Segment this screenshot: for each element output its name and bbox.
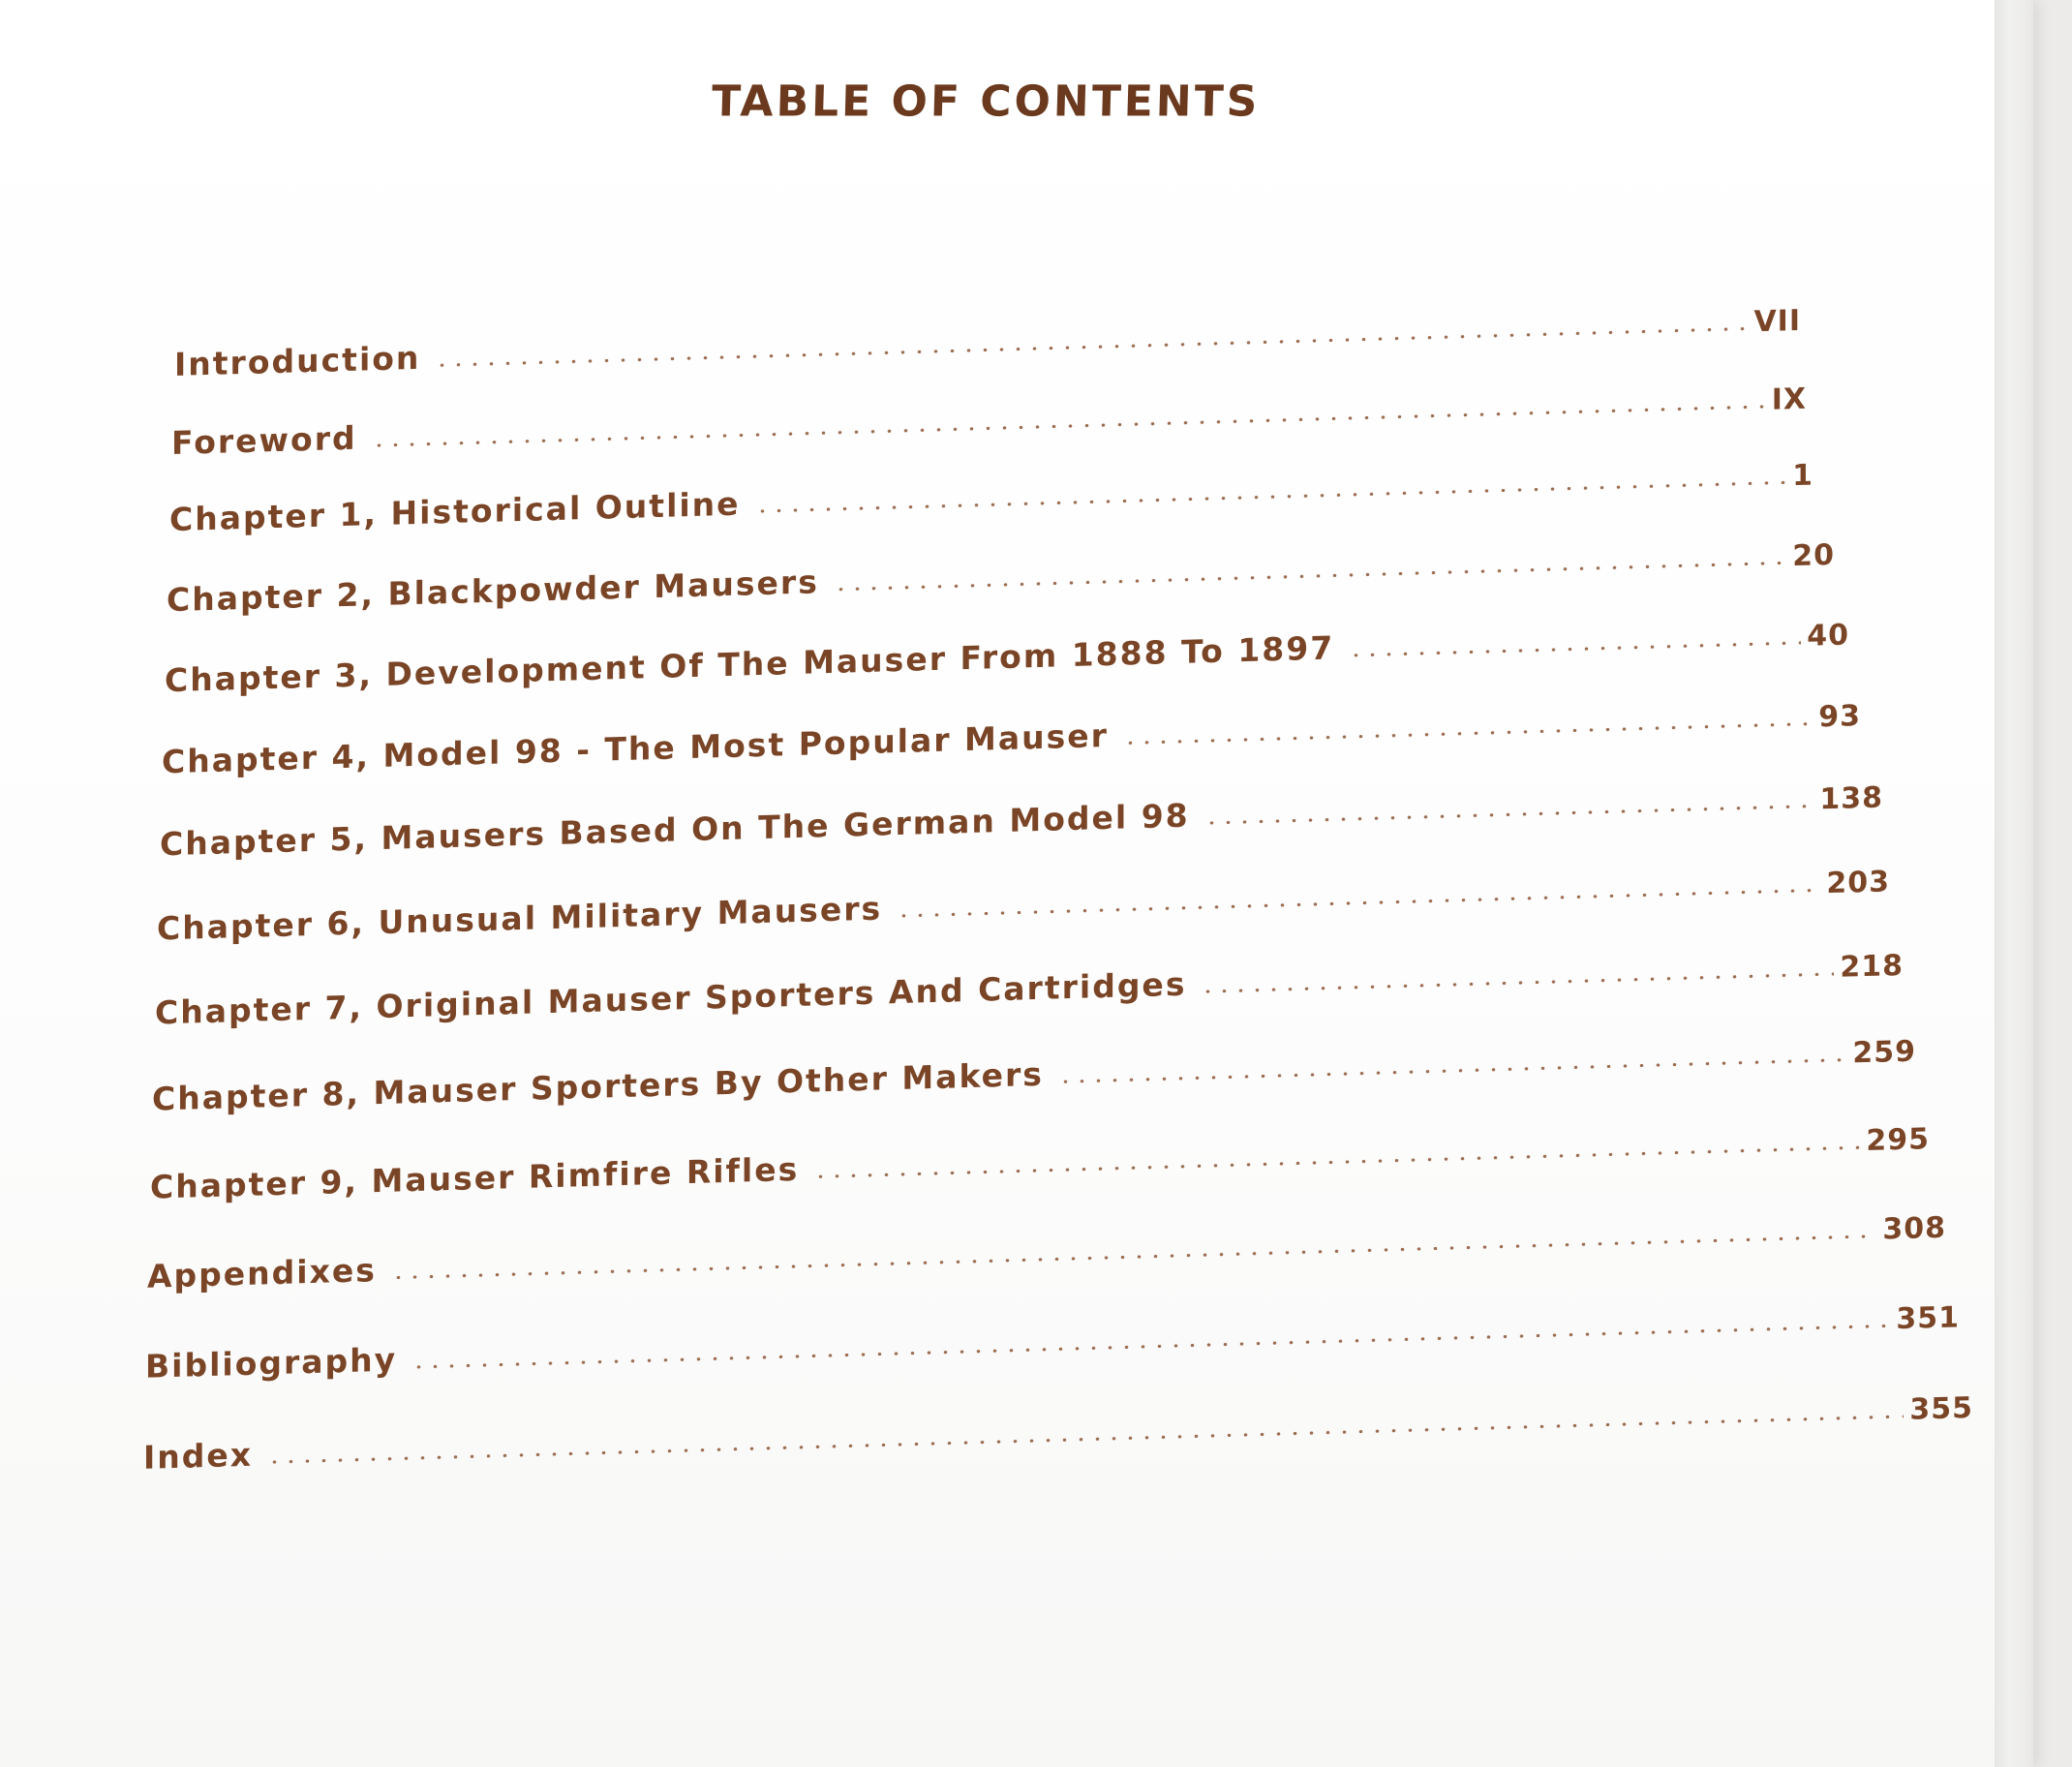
toc-entry-label: Chapter 7, Original Mauser Sporters And Cartridges: [155, 964, 1187, 1032]
toc-entry-page: 40: [1807, 618, 1849, 654]
toc-entry-label: Appendixes: [147, 1251, 377, 1295]
dot-leader: [1057, 1057, 1846, 1085]
toc-entry-page: VII: [1753, 303, 1801, 340]
dot-leader: [812, 1144, 1860, 1179]
toc-entry-page: 93: [1818, 699, 1861, 735]
toc-entry-label: Chapter 3, Development Of The Mauser From 1888 To 1897: [165, 628, 1335, 700]
toc-entry-label: Foreword: [171, 418, 357, 463]
toc-entry-chapter-6: [157, 861, 1890, 947]
dot-leader: [833, 560, 1786, 593]
toc-entry-label: Chapter 9, Mauser Rimfire Rifles: [150, 1149, 800, 1206]
dot-leader: [754, 479, 1787, 514]
toc-entry-chapter-3: [165, 615, 1849, 700]
dot-leader: [896, 887, 1820, 919]
dot-leader: [1200, 971, 1834, 994]
toc-entry-page: 203: [1826, 865, 1890, 901]
toc-entry-chapter-1: [169, 455, 1813, 539]
toc-entry-chapter-4: [162, 695, 1861, 780]
toc-entry-page: 218: [1840, 948, 1904, 985]
toc-entry-page: 259: [1852, 1034, 1916, 1071]
toc-entry-index: [143, 1387, 1973, 1477]
toc-entry-page: 355: [1909, 1390, 1973, 1427]
toc-entry-foreword: [171, 379, 1807, 462]
page-title: TABLE OF CONTENTS: [711, 76, 1261, 127]
toc-entry-chapter-7: [155, 945, 1904, 1032]
toc-entry-page: 138: [1819, 780, 1883, 817]
toc-entry-label: Chapter 5, Mausers Based On The German Model 98: [160, 796, 1190, 864]
toc-entry-introduction: [174, 300, 1801, 383]
toc-entry-label: Chapter 4, Model 98 - The Most Popular Mauser: [162, 716, 1109, 781]
toc-entry-chapter-2: [167, 534, 1835, 619]
toc-entry-page: 295: [1866, 1122, 1930, 1159]
toc-entry-label: Chapter 6, Unusual Military Mausers: [157, 889, 883, 948]
toc-entry-label: Chapter 2, Blackpowder Mausers: [167, 563, 819, 620]
toc-entry-label: Bibliography: [145, 1340, 398, 1386]
toc-entry-label: Index: [143, 1435, 254, 1477]
toc-entry-page: IX: [1771, 381, 1807, 417]
dot-leader: [434, 325, 1748, 368]
toc-entry-appendixes: [147, 1207, 1946, 1295]
toc-entry-page: 308: [1882, 1210, 1946, 1247]
toc-entry-chapter-9: [150, 1118, 1930, 1205]
toc-entry-chapter-8: [152, 1031, 1916, 1118]
toc-entry-label: Chapter 8, Mauser Sporters By Other Makers: [152, 1054, 1044, 1118]
dot-leader: [390, 1234, 1876, 1281]
toc-entry-chapter-5: [160, 777, 1883, 864]
dot-leader: [266, 1414, 1904, 1465]
toc-entry-label: Introduction: [174, 338, 421, 383]
toc-entry-label: Chapter 1, Historical Outline: [169, 484, 741, 539]
dot-leader: [371, 404, 1766, 448]
toc-entry-page: 1: [1792, 458, 1813, 494]
toc-entry-page: 20: [1792, 537, 1835, 574]
dot-leader: [1122, 721, 1813, 746]
toc-entry-bibliography: [145, 1296, 1960, 1385]
dot-leader: [1348, 640, 1801, 658]
toc-entry-page: 351: [1896, 1300, 1960, 1337]
dot-leader: [411, 1323, 1890, 1370]
dot-leader: [1204, 804, 1814, 827]
